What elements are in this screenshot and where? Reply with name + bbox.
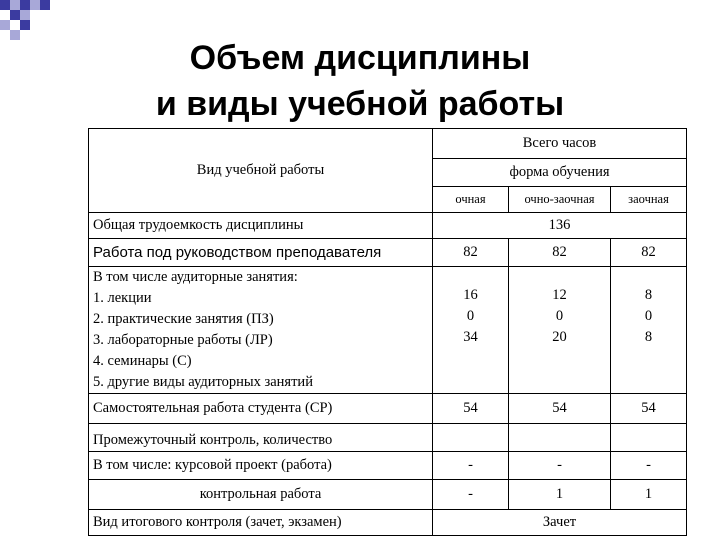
intermediate-empty: [509, 424, 611, 452]
independent-value-part-time: 54: [509, 394, 611, 424]
independent-label: Самостоятельная работа студента (СР): [89, 394, 433, 424]
total-value: 136: [433, 213, 687, 239]
list-item: 3. лабораторные работы (ЛР): [93, 332, 273, 348]
page-title-line-2: и виды учебной работы: [155, 85, 565, 123]
supervised-value-part-time: 82: [509, 239, 611, 267]
supervised-value-extramural: 82: [611, 239, 687, 267]
header-form-part-time: очно-заочная: [509, 187, 611, 213]
classroom-values-full-time: 16 0 34: [433, 267, 509, 394]
supervised-label: Работа под руководством преподавателя: [89, 239, 433, 267]
final-control-value: Зачет: [433, 510, 687, 536]
independent-value-extramural: 54: [611, 394, 687, 424]
course-project-value-part-time: -: [509, 452, 611, 480]
final-control-label: Вид итогового контроля (зачет, экзамен): [89, 510, 433, 536]
header-study-form: форма обучения: [433, 159, 687, 187]
supervised-value-full-time: 82: [433, 239, 509, 267]
header-form-full-time: очная: [433, 187, 509, 213]
total-label: Общая трудоемкость дисциплины: [89, 213, 433, 239]
control-work-value-extramural: 1: [611, 480, 687, 510]
intermediate-empty: [611, 424, 687, 452]
header-form-extramural: заочная: [611, 187, 687, 213]
page-title-line-1: Объем дисциплины: [189, 39, 531, 77]
control-work-value-part-time: 1: [509, 480, 611, 510]
course-project-value-full-time: -: [433, 452, 509, 480]
course-project-label: В том числе: курсовой проект (работа): [89, 452, 433, 480]
list-item: 4. семинары (С): [93, 353, 192, 369]
intermediate-empty: [433, 424, 509, 452]
list-item: 5. другие виды аудиторных занятий: [93, 374, 313, 390]
workload-table: [88, 128, 687, 536]
classroom-cell: [89, 267, 433, 394]
control-work-value-full-time: -: [433, 480, 509, 510]
classroom-values-extramural: 8 0 8: [611, 267, 687, 394]
intermediate-label: Промежуточный контроль, количество: [89, 424, 433, 452]
control-work-label: контрольная работа: [89, 480, 433, 510]
header-total-hours: Всего часов: [433, 129, 687, 159]
header-work-type: Вид учебной работы: [89, 129, 433, 213]
classroom-label: В том числе аудиторные занятия:: [93, 269, 298, 285]
list-item: 2. практические занятия (ПЗ): [93, 311, 274, 327]
classroom-values-part-time: 12 0 20: [509, 267, 611, 394]
independent-value-full-time: 54: [433, 394, 509, 424]
list-item: 1. лекции: [93, 290, 152, 306]
course-project-value-extramural: -: [611, 452, 687, 480]
